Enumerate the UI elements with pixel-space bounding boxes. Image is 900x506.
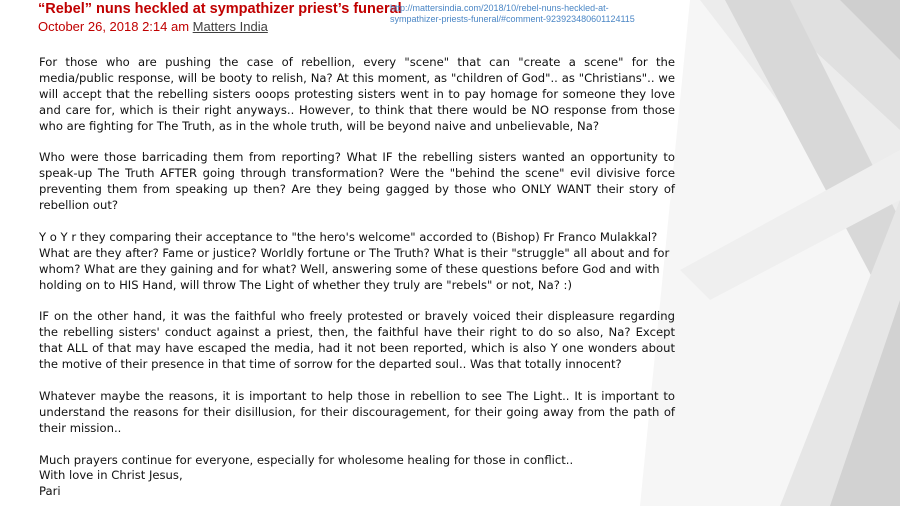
- article-url-link[interactable]: [390, 3, 690, 25]
- closing-block: [39, 453, 675, 501]
- url-line-2: sympathizer-priests-funeral/#comment-923923480601124115: [390, 14, 635, 24]
- paragraph-3: Y o Y r they comparing their acceptance to "the hero's welcome" accorded to (Bishop) Fr Franco Mulakkal? What are they after? Fame or justice? Worldly fortune or The Truth? What is their "struggle" all about and for whom? What are they gaining and for what? Well, answering some of these questions before God and with holding on to HIS Hand, will throw The Light of whether they truly are "rebels" or not, Na? :): [39, 229, 670, 292]
- paragraph-2: Who were those barricading them from reporting? What IF the rebelling sisters wanted an opportunity to speak-up The Truth AFTER going through transformation? Were the "behind the scene" evil divisive force preventing them from speaking up then? Are they being gagged by those who ONLY WANT their story of rebellion out?: [39, 150, 675, 213]
- article-dateline: [38, 19, 268, 34]
- closing-line-1: Much prayers continue for everyone, especially for wholesome healing for those in conflict..: [39, 452, 574, 467]
- paragraph-4: IF on the other hand, it was the faithful who freely protested or bravely voiced their displeasure regarding the rebelling sisters' conduct against a priest, then, the faithful have their right to do so also, Na? Except that ALL of that may have escaped the media, had it not been reported, which is also Y one wonders about the motive of their presence in that time of sorrow for the departed soul.. Was that totally innocent?: [39, 309, 675, 372]
- article-title: “Rebel” nuns heckled at sympathizer priest’s funeral: [38, 1, 402, 17]
- comment-body: [39, 55, 675, 500]
- signature: Pari: [39, 484, 61, 499]
- paragraph-1: For those who are pushing the case of rebellion, every "scene" that can "create a scene" for the media/public response, will be booty to relish, Na? At this moment, as "children of God".. as "Christians".. we will accept that the rebelling sisters ooops protesting sisters went in to pay homage for someone they love and care for, which is their right anyways.. However, to think that there would be NO response from those who are fighting for The Truth, as in the whole truth, will be beyond naive and unbelievable, Na?: [39, 55, 675, 133]
- article-date: October 26, 2018 2:14 am: [38, 19, 190, 34]
- url-line-1: http://mattersindia.com/2018/10/rebel-nuns-heckled-at-: [390, 3, 609, 13]
- article-source-link[interactable]: Matters India: [192, 19, 268, 34]
- paragraph-5: Whatever maybe the reasons, it is important to help those in rebellion to see The Light.. It is important to understand the reasons for their disillusion, for their discouragement, for their going away from the path of their mission..: [39, 388, 675, 435]
- closing-line-2: With love in Christ Jesus,: [39, 468, 183, 483]
